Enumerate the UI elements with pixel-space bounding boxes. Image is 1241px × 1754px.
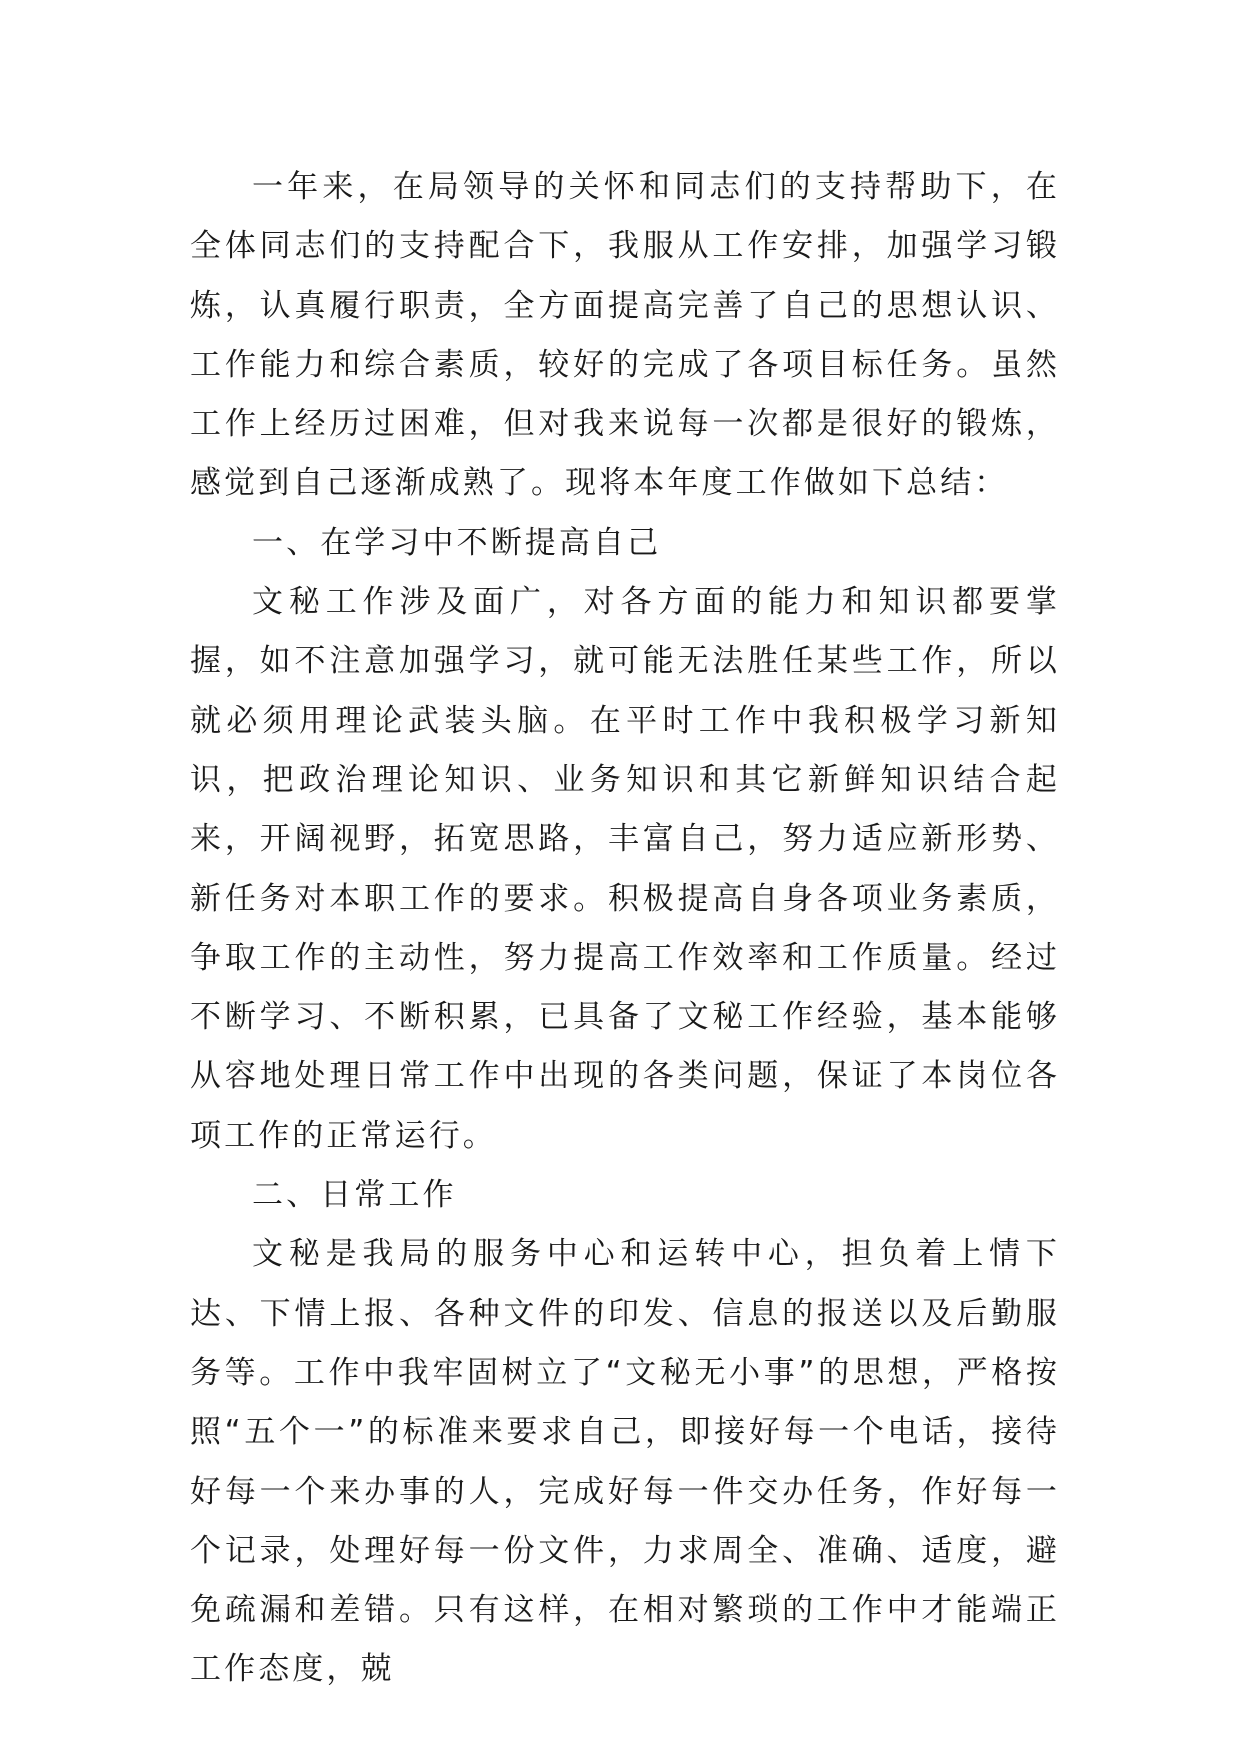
document-body [190,158,1060,1700]
daily-work-paragraph: 文秘是我局的服务中心和运转中心，担负着上情下达、下情上报、各种文件的印发、信息的报送以及后勤服务等。工作中我牢固树立了“文秘无小事”的思想，严格按照“五个一”的标准来要求自己，即接好每一个电话，接待好每一个来办事的人，完成好每一件交办任务，作好每一个记录，处理好每一份文件，力求周全、准确、适度，避免疏漏和差错。只有这样，在相对繁琐的工作中才能端正工作态度，兢 [190,1236,1060,1688]
section-heading-daily-work: 二、日常工作 [252,1177,457,1214]
intro-paragraph: 一年来，在局领导的关怀和同志们的支持帮助下，在全体同志们的支持配合下，我服从工作安排，加强学习锻炼，认真履行职责，全方面提高完善了自己的思想认识、工作能力和综合素质，较好的完成了各项目标任务。虽然工作上经历过困难，但对我来说每一次都是很好的锻炼，感觉到自己逐渐成熟了。现将本年度工作做如下总结： [190,169,1060,502]
section-heading-study: 一、在学习中不断提高自己 [252,524,662,561]
study-paragraph: 文秘工作涉及面广，对各方面的能力和知识都要掌握，如不注意加强学习，就可能无法胜任某些工作，所以就必须用理论武装头脑。在平时工作中我积极学习新知识，把政治理论知识、业务知识和其它新鲜知识结合起来，开阔视野，拓宽思路，丰富自己，努力适应新形势、新任务对本职工作的要求。积极提高自身各项业务素质，争取工作的主动性，努力提高工作效率和工作质量。经过不断学习、不断积累，已具备了文秘工作经验，基本能够从容地处理日常工作中出现的各类问题，保证了本岗位各项工作的正常运行。 [190,584,1060,1154]
